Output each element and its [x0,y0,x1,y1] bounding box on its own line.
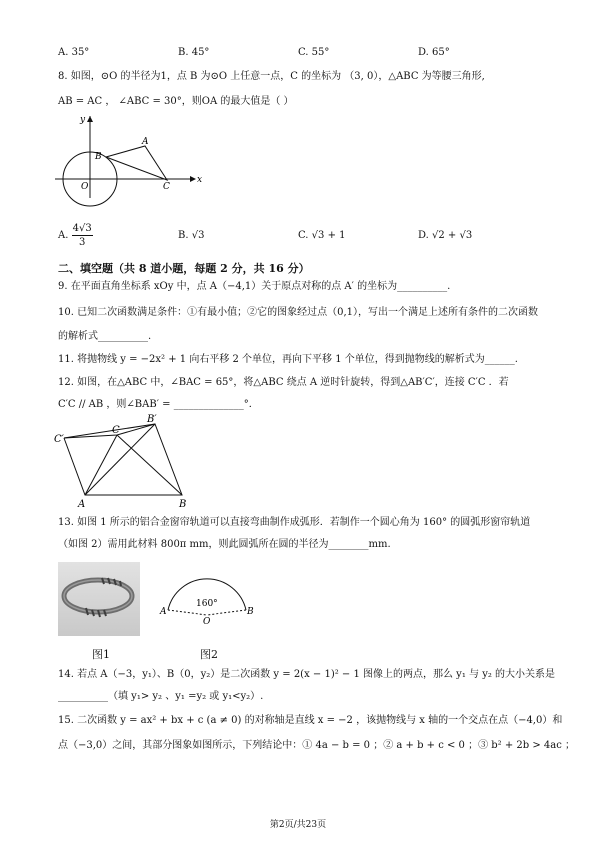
q12-outer-lines [64,424,182,495]
q13-label-a: A [160,607,167,617]
q7-option-d: D. 65° [418,47,450,58]
q8-label-o: O [81,182,89,192]
q13-label-b: B [247,607,254,617]
q8-option-c: C. √3 + 1 [298,230,346,241]
q8-option-d: D. √2 + √3 [418,230,473,241]
q13-radius-a [168,610,207,615]
q8-option-b: B. √3 [178,230,205,241]
page-footer: 第2页/共23页 [269,820,327,830]
q8-label-y: y [80,115,86,125]
q12-text-line1: 12. 如图，在△ABC 中，∠BAC = 65°，将△ABC 绕点 A 逆时针旋转，得到△AB′C′，连接 C′C ．若 [58,377,509,388]
q8-label-c: C [163,182,170,192]
q13-text-line1: 13. 如图 1 所示的铝合金窗帘轨道可以直接弯曲制作成弧形．若制作一个圆心角为 160° 的圆弧形窗帘轨道 [58,517,531,528]
q12-label-bprime: B′ [147,414,157,425]
q15-text-line1: 15. 二次函数 y = ax² + bx + c (a ≠ 0) 的对称轴是直线 x = −2 ，该抛物线与 x 轴的一个交点在点（−4,0）和 [58,715,563,726]
q12-segment-cb [117,435,182,495]
q7-option-a: A. 35° [58,47,90,58]
q9-text: 9. 在平面直角坐标系 xOy 中，点 A（−4,1）关于原点对称的点 A′ 的坐标为__________. [58,281,451,292]
q8-option-a-numerator: 4√3 [72,223,92,234]
q13-label-o: O [203,617,211,627]
q13-caption-2: 图2 [200,648,218,661]
q12-text-line2: C′C // AB ，则∠BAB′ = ______________°． [58,399,259,410]
q8-figure [50,110,203,200]
q13-radius-b [207,610,246,615]
q13-text-line2: （如图 2）需用此材料 800π mm，则此圆弧所在圆的半径为________mm. [58,539,391,550]
q8-label-b: B [95,152,102,162]
q8-option-a-fraction [72,222,93,249]
q8-triangle [106,146,167,180]
q12-label-b: B [179,499,187,510]
q13-rail-photo [58,562,140,636]
q14-text-line2: __________（填 y₁> y₂ 、y₁ =y₂ 或 y₁<y₂）. [58,691,264,702]
q12-figure [50,414,200,510]
q10-text-line2: 的解析式__________. [58,331,152,342]
q8-option-a-prefix: A. [58,230,69,241]
q14-text-line1: 14. 若点 A（−3，y₁）、B（0，y₂）是二次函数 y = 2(x − 1)² − 1 图像上的两点，那么 y₁ 与 y₂ 的大小关系是 [58,669,556,680]
q8-option-a-denominator: 3 [78,237,86,248]
q8-x-arrow [190,176,196,182]
q7-option-c: C. 55° [298,47,330,58]
q8-option-a [58,222,93,249]
q13-arc-figure [158,580,258,626]
q8-text-line1: 8. 如图，⊙O 的半径为1，点 B 为⊙O 上任意一点，C 的坐标为 （3, 0），△ABC 为等腰三角形, [58,71,485,82]
q12-label-a: A [78,499,86,510]
q8-text-line2: AB = AC ， ∠ABC = 30°，则OA 的最大值是（ ） [58,96,294,107]
q10-text-line1: 10. 已知二次函数满足条件：①有最小值；②它的图象经过点（0,1），写出一个满足上述所有条件的二次函数 [58,307,538,318]
section2-title: 二、填空题（共 8 道小题，每题 2 分，共 16 分） [58,262,310,275]
q11-text: 11. 将抛物线 y = −2x² + 1 向右平移 2 个单位，再向下平移 1 个单位，得到抛物线的解析式为______. [58,354,518,365]
q12-label-c: C [112,425,120,436]
q12-label-cprime: C′ [54,434,64,445]
q13-angle-label: 160° [196,599,218,609]
q8-label-x: x [197,175,203,185]
q8-y-arrow [87,116,93,122]
q12-segment-ac [85,435,117,495]
q7-option-b: B. 45° [178,47,210,58]
q13-caption-1: 图1 [92,648,110,661]
q13-rail-drawing [58,562,140,636]
q8-label-a: A [142,137,149,147]
q15-text-line2: 点（−3,0）之间，其部分图象如图所示，下列结论中：① 4a − b = 0 ；② a + b + c < 0 ；③ b² + 2b > 4ac ； [58,740,576,751]
